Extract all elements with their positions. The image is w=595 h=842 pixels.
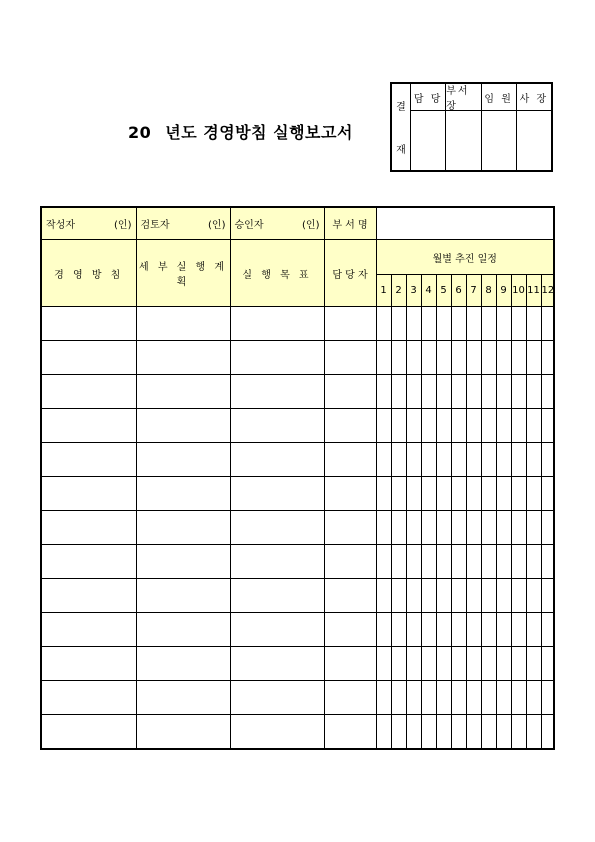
month-cell[interactable] bbox=[481, 613, 496, 647]
policy-header: 경 영 방 침 bbox=[41, 240, 136, 307]
month-cell[interactable] bbox=[406, 681, 421, 715]
month-cell[interactable] bbox=[511, 443, 526, 477]
month-cell[interactable] bbox=[481, 647, 496, 681]
seal-mark: (인) bbox=[302, 220, 320, 231]
table-row bbox=[41, 545, 554, 579]
month-cell[interactable] bbox=[451, 647, 466, 681]
approval-col-staff bbox=[411, 84, 446, 170]
goal-cell[interactable] bbox=[230, 477, 324, 511]
month-cell[interactable] bbox=[466, 341, 481, 375]
month-cell[interactable] bbox=[481, 545, 496, 579]
month-cell[interactable] bbox=[466, 409, 481, 443]
month-cell[interactable] bbox=[466, 375, 481, 409]
author-cell[interactable] bbox=[41, 207, 136, 240]
month-cell[interactable] bbox=[436, 681, 451, 715]
manager-cell[interactable] bbox=[324, 511, 376, 545]
month-cell[interactable] bbox=[526, 545, 541, 579]
month-cell[interactable] bbox=[391, 579, 406, 613]
month-cell[interactable] bbox=[466, 647, 481, 681]
policy-cell[interactable] bbox=[41, 715, 136, 750]
month-header-12: 12 bbox=[541, 275, 554, 307]
month-cell[interactable] bbox=[466, 715, 481, 750]
plan-cell[interactable] bbox=[136, 579, 230, 613]
month-cell[interactable] bbox=[391, 341, 406, 375]
month-cell[interactable] bbox=[376, 409, 391, 443]
month-cell[interactable] bbox=[481, 375, 496, 409]
month-cell[interactable] bbox=[436, 715, 451, 750]
month-cell[interactable] bbox=[511, 715, 526, 750]
month-cell[interactable] bbox=[481, 681, 496, 715]
month-cell[interactable] bbox=[526, 613, 541, 647]
month-cell[interactable] bbox=[451, 375, 466, 409]
approval-col-president bbox=[517, 84, 551, 170]
month-cell[interactable] bbox=[541, 715, 554, 750]
month-cell[interactable] bbox=[376, 579, 391, 613]
month-cell[interactable] bbox=[376, 613, 391, 647]
reviewer-label: 검토자 bbox=[140, 220, 170, 231]
seal-mark: (인) bbox=[114, 220, 132, 231]
month-cell[interactable] bbox=[511, 307, 526, 341]
policy-cell[interactable] bbox=[41, 545, 136, 579]
plan-cell[interactable] bbox=[136, 443, 230, 477]
month-cell[interactable] bbox=[526, 715, 541, 750]
manager-cell[interactable] bbox=[324, 681, 376, 715]
month-cell[interactable] bbox=[526, 443, 541, 477]
month-cell[interactable] bbox=[451, 613, 466, 647]
month-cell[interactable] bbox=[481, 409, 496, 443]
month-cell[interactable] bbox=[421, 579, 436, 613]
policy-cell[interactable] bbox=[41, 681, 136, 715]
approval-col-dept-head bbox=[446, 84, 481, 170]
month-header-10: 10 bbox=[511, 275, 526, 307]
manager-cell[interactable] bbox=[324, 613, 376, 647]
month-cell[interactable] bbox=[421, 613, 436, 647]
month-cell[interactable] bbox=[466, 545, 481, 579]
month-cell[interactable] bbox=[406, 307, 421, 341]
month-cell[interactable] bbox=[376, 477, 391, 511]
approval-head: 담 당 bbox=[411, 84, 445, 111]
month-cell[interactable] bbox=[496, 613, 511, 647]
month-cell[interactable] bbox=[451, 545, 466, 579]
dept-label: 부 서 명 bbox=[324, 207, 376, 240]
month-cell[interactable] bbox=[481, 307, 496, 341]
author-label: 작성자 bbox=[46, 220, 75, 231]
month-header-7: 7 bbox=[466, 275, 481, 307]
month-cell[interactable] bbox=[421, 545, 436, 579]
goal-cell[interactable] bbox=[230, 341, 324, 375]
month-cell[interactable] bbox=[391, 681, 406, 715]
month-cell[interactable] bbox=[451, 715, 466, 750]
manager-cell[interactable] bbox=[324, 715, 376, 750]
month-cell[interactable] bbox=[511, 681, 526, 715]
month-cell[interactable] bbox=[436, 647, 451, 681]
month-cell[interactable] bbox=[376, 681, 391, 715]
month-header-5: 5 bbox=[436, 275, 451, 307]
approval-head: 사 장 bbox=[517, 84, 551, 111]
goal-cell[interactable] bbox=[230, 545, 324, 579]
plan-cell[interactable] bbox=[136, 715, 230, 750]
policy-cell[interactable] bbox=[41, 443, 136, 477]
approval-sign-cell[interactable] bbox=[482, 111, 516, 170]
month-cell[interactable] bbox=[541, 341, 554, 375]
month-cell[interactable] bbox=[391, 307, 406, 341]
month-cell[interactable] bbox=[496, 681, 511, 715]
month-cell[interactable] bbox=[421, 443, 436, 477]
goal-cell[interactable] bbox=[230, 647, 324, 681]
schedule-header: 월별 추진 일정 bbox=[376, 240, 554, 275]
month-cell[interactable] bbox=[406, 715, 421, 750]
report-table bbox=[40, 206, 555, 750]
month-cell[interactable] bbox=[481, 341, 496, 375]
month-cell[interactable] bbox=[541, 681, 554, 715]
month-cell[interactable] bbox=[376, 511, 391, 545]
approval-side-top: 결 bbox=[396, 102, 406, 113]
month-cell[interactable] bbox=[451, 579, 466, 613]
month-cell[interactable] bbox=[466, 579, 481, 613]
plan-cell[interactable] bbox=[136, 647, 230, 681]
month-cell[interactable] bbox=[391, 545, 406, 579]
approval-sign-cell[interactable] bbox=[411, 111, 445, 170]
goal-cell[interactable] bbox=[230, 511, 324, 545]
approval-sign-cell[interactable] bbox=[446, 111, 480, 170]
month-cell[interactable] bbox=[466, 307, 481, 341]
month-cell[interactable] bbox=[541, 443, 554, 477]
month-cell[interactable] bbox=[376, 715, 391, 750]
month-cell[interactable] bbox=[406, 647, 421, 681]
policy-cell[interactable] bbox=[41, 375, 136, 409]
month-cell[interactable] bbox=[496, 477, 511, 511]
month-cell[interactable] bbox=[421, 715, 436, 750]
manager-cell[interactable] bbox=[324, 477, 376, 511]
policy-cell[interactable] bbox=[41, 307, 136, 341]
goal-cell[interactable] bbox=[230, 409, 324, 443]
table-row bbox=[41, 409, 554, 443]
month-header-6: 6 bbox=[451, 275, 466, 307]
month-cell[interactable] bbox=[481, 715, 496, 750]
info-row bbox=[41, 207, 554, 240]
month-cell[interactable] bbox=[451, 341, 466, 375]
page-title bbox=[128, 120, 353, 143]
month-cell[interactable] bbox=[391, 715, 406, 750]
month-cell[interactable] bbox=[496, 715, 511, 750]
month-cell[interactable] bbox=[526, 307, 541, 341]
month-cell[interactable] bbox=[406, 579, 421, 613]
month-cell[interactable] bbox=[391, 613, 406, 647]
month-cell[interactable] bbox=[511, 647, 526, 681]
approval-side-label bbox=[392, 84, 411, 170]
manager-cell[interactable] bbox=[324, 647, 376, 681]
month-cell[interactable] bbox=[511, 341, 526, 375]
month-cell[interactable] bbox=[526, 375, 541, 409]
month-cell[interactable] bbox=[496, 341, 511, 375]
table-row bbox=[41, 613, 554, 647]
month-cell[interactable] bbox=[376, 375, 391, 409]
month-cell[interactable] bbox=[421, 409, 436, 443]
goal-cell[interactable] bbox=[230, 613, 324, 647]
month-cell[interactable] bbox=[421, 511, 436, 545]
month-cell[interactable] bbox=[481, 477, 496, 511]
month-cell[interactable] bbox=[376, 307, 391, 341]
month-cell[interactable] bbox=[496, 375, 511, 409]
month-cell[interactable] bbox=[436, 409, 451, 443]
goal-header: 실 행 목 표 bbox=[230, 240, 324, 307]
month-header-2: 2 bbox=[391, 275, 406, 307]
month-cell[interactable] bbox=[496, 307, 511, 341]
goal-cell[interactable] bbox=[230, 715, 324, 750]
month-cell[interactable] bbox=[451, 511, 466, 545]
policy-cell[interactable] bbox=[41, 477, 136, 511]
month-cell[interactable] bbox=[436, 341, 451, 375]
month-cell[interactable] bbox=[541, 647, 554, 681]
table-row bbox=[41, 443, 554, 477]
goal-cell[interactable] bbox=[230, 681, 324, 715]
approver-label: 승인자 bbox=[234, 220, 264, 231]
table-row bbox=[41, 647, 554, 681]
plan-cell[interactable] bbox=[136, 341, 230, 375]
month-header-4: 4 bbox=[421, 275, 436, 307]
month-cell[interactable] bbox=[466, 613, 481, 647]
manager-cell[interactable] bbox=[324, 579, 376, 613]
month-header-1: 1 bbox=[376, 275, 391, 307]
manager-cell[interactable] bbox=[324, 375, 376, 409]
month-header-9: 9 bbox=[496, 275, 511, 307]
month-cell[interactable] bbox=[421, 681, 436, 715]
approval-col-executive bbox=[482, 84, 517, 170]
month-cell[interactable] bbox=[451, 443, 466, 477]
plan-cell[interactable] bbox=[136, 613, 230, 647]
month-cell[interactable] bbox=[496, 647, 511, 681]
month-cell[interactable] bbox=[451, 681, 466, 715]
manager-cell[interactable] bbox=[324, 409, 376, 443]
month-cell[interactable] bbox=[496, 579, 511, 613]
month-cell[interactable] bbox=[436, 307, 451, 341]
month-cell[interactable] bbox=[541, 579, 554, 613]
table-row bbox=[41, 307, 554, 341]
month-cell[interactable] bbox=[496, 545, 511, 579]
month-cell[interactable] bbox=[466, 443, 481, 477]
manager-cell[interactable] bbox=[324, 545, 376, 579]
plan-cell[interactable] bbox=[136, 375, 230, 409]
month-cell[interactable] bbox=[406, 477, 421, 511]
month-cell[interactable] bbox=[391, 443, 406, 477]
table-row bbox=[41, 341, 554, 375]
approval-box bbox=[390, 82, 553, 172]
table-row bbox=[41, 681, 554, 715]
month-cell[interactable] bbox=[391, 409, 406, 443]
month-header-8: 8 bbox=[481, 275, 496, 307]
plan-cell[interactable] bbox=[136, 511, 230, 545]
seal-mark: (인) bbox=[208, 220, 226, 231]
month-cell[interactable] bbox=[511, 477, 526, 511]
goal-cell[interactable] bbox=[230, 307, 324, 341]
month-cell[interactable] bbox=[406, 375, 421, 409]
month-cell[interactable] bbox=[421, 477, 436, 511]
month-cell[interactable] bbox=[526, 647, 541, 681]
goal-cell[interactable] bbox=[230, 375, 324, 409]
month-cell[interactable] bbox=[541, 477, 554, 511]
month-cell[interactable] bbox=[526, 341, 541, 375]
policy-cell[interactable] bbox=[41, 341, 136, 375]
table-row bbox=[41, 375, 554, 409]
month-cell[interactable] bbox=[481, 511, 496, 545]
month-cell[interactable] bbox=[526, 579, 541, 613]
month-cell[interactable] bbox=[376, 647, 391, 681]
table-row bbox=[41, 477, 554, 511]
month-cell[interactable] bbox=[406, 409, 421, 443]
month-cell[interactable] bbox=[451, 477, 466, 511]
month-cell[interactable] bbox=[436, 375, 451, 409]
reviewer-cell[interactable] bbox=[136, 207, 230, 240]
month-cell[interactable] bbox=[511, 375, 526, 409]
month-cell[interactable] bbox=[391, 477, 406, 511]
month-cell[interactable] bbox=[466, 511, 481, 545]
month-cell[interactable] bbox=[436, 579, 451, 613]
month-cell[interactable] bbox=[541, 375, 554, 409]
month-cell[interactable] bbox=[376, 443, 391, 477]
month-cell[interactable] bbox=[511, 545, 526, 579]
month-cell[interactable] bbox=[541, 409, 554, 443]
goal-cell[interactable] bbox=[230, 443, 324, 477]
month-cell[interactable] bbox=[436, 511, 451, 545]
month-cell[interactable] bbox=[376, 341, 391, 375]
month-cell[interactable] bbox=[406, 545, 421, 579]
month-cell[interactable] bbox=[406, 341, 421, 375]
plan-header: 세 부 실 행 계 획 bbox=[136, 240, 230, 307]
month-header-3: 3 bbox=[406, 275, 421, 307]
manager-cell[interactable] bbox=[324, 443, 376, 477]
month-cell[interactable] bbox=[451, 409, 466, 443]
month-header-11: 11 bbox=[526, 275, 541, 307]
plan-cell[interactable] bbox=[136, 409, 230, 443]
month-cell[interactable] bbox=[526, 409, 541, 443]
month-cell[interactable] bbox=[436, 443, 451, 477]
policy-cell[interactable] bbox=[41, 613, 136, 647]
month-cell[interactable] bbox=[511, 579, 526, 613]
month-cell[interactable] bbox=[376, 545, 391, 579]
approval-side-bottom: 재 bbox=[396, 145, 406, 156]
table-row bbox=[41, 715, 554, 750]
title-text: 년도 경영방침 실행보고서 bbox=[165, 123, 353, 142]
month-cell[interactable] bbox=[496, 511, 511, 545]
plan-cell[interactable] bbox=[136, 477, 230, 511]
policy-cell[interactable] bbox=[41, 409, 136, 443]
approval-head: 부서장 bbox=[446, 84, 480, 111]
month-cell[interactable] bbox=[541, 511, 554, 545]
month-cell[interactable] bbox=[391, 375, 406, 409]
month-cell[interactable] bbox=[511, 409, 526, 443]
policy-cell[interactable] bbox=[41, 579, 136, 613]
month-cell[interactable] bbox=[466, 681, 481, 715]
month-cell[interactable] bbox=[481, 443, 496, 477]
approval-head: 임 원 bbox=[482, 84, 516, 111]
month-cell[interactable] bbox=[526, 511, 541, 545]
month-cell[interactable] bbox=[511, 613, 526, 647]
policy-cell[interactable] bbox=[41, 511, 136, 545]
month-cell[interactable] bbox=[436, 613, 451, 647]
manager-header: 담 당 자 bbox=[324, 240, 376, 307]
month-cell[interactable] bbox=[466, 477, 481, 511]
month-cell[interactable] bbox=[526, 477, 541, 511]
month-cell[interactable] bbox=[541, 545, 554, 579]
month-cell[interactable] bbox=[511, 511, 526, 545]
month-cell[interactable] bbox=[526, 681, 541, 715]
month-cell[interactable] bbox=[541, 613, 554, 647]
month-cell[interactable] bbox=[436, 477, 451, 511]
month-cell[interactable] bbox=[406, 613, 421, 647]
month-cell[interactable] bbox=[391, 511, 406, 545]
plan-cell[interactable] bbox=[136, 545, 230, 579]
goal-cell[interactable] bbox=[230, 579, 324, 613]
month-cell[interactable] bbox=[406, 511, 421, 545]
plan-cell[interactable] bbox=[136, 307, 230, 341]
month-cell[interactable] bbox=[421, 647, 436, 681]
policy-cell[interactable] bbox=[41, 647, 136, 681]
approval-sign-cell[interactable] bbox=[517, 111, 551, 170]
month-cell[interactable] bbox=[421, 341, 436, 375]
header-row bbox=[41, 240, 554, 275]
month-cell[interactable] bbox=[421, 307, 436, 341]
approver-cell[interactable] bbox=[230, 207, 324, 240]
plan-cell[interactable] bbox=[136, 681, 230, 715]
month-cell[interactable] bbox=[421, 375, 436, 409]
month-cell[interactable] bbox=[451, 307, 466, 341]
month-cell[interactable] bbox=[541, 307, 554, 341]
manager-cell[interactable] bbox=[324, 341, 376, 375]
month-cell[interactable] bbox=[496, 409, 511, 443]
month-cell[interactable] bbox=[391, 647, 406, 681]
dept-value[interactable] bbox=[376, 207, 554, 240]
month-cell[interactable] bbox=[436, 545, 451, 579]
title-year: 20 bbox=[128, 123, 152, 142]
month-cell[interactable] bbox=[406, 443, 421, 477]
table-row bbox=[41, 511, 554, 545]
table-row bbox=[41, 579, 554, 613]
manager-cell[interactable] bbox=[324, 307, 376, 341]
month-cell[interactable] bbox=[481, 579, 496, 613]
month-cell[interactable] bbox=[496, 443, 511, 477]
